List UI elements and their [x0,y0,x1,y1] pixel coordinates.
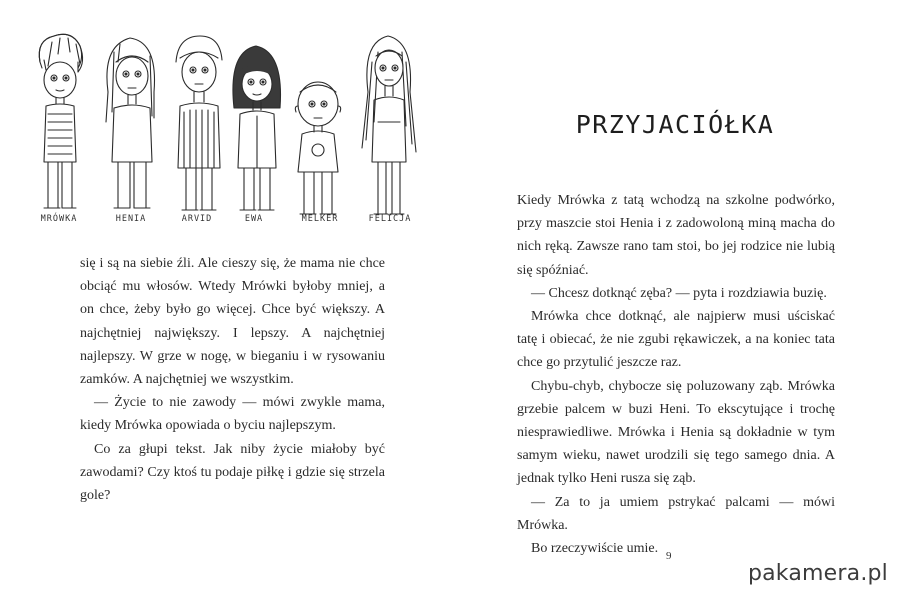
right-page-text [517,189,835,560]
left-paragraph: — Życie to nie zawody — mówi zwykle mama, kiedy Mrówka opowiada o byciu najlepszym. [80,395,385,434]
chapter-title: PRZYJACIÓŁKA [575,110,775,139]
left-paragraph: się i są na siebie źli. Ale cieszy się, że mama nie chce obciąć mu włosów. Wtedy Mrówki byłoby mniej, a on chce, żeby było go więcej. Chce być większy. A najchętniej największy. I lepszy. A najchętniej najlepszy. W grze w nogę, w bieganiu i w rysowaniu zamków. A najchętniej we wszystkim. [80,256,385,388]
character-melker [295,82,340,214]
caption-arvid: ARVID [181,214,213,224]
right-paragraph: — Za to ja umiem pstrykać palcami — mówi Mrówka. [517,494,835,533]
caption-henia: HENIA [115,214,147,224]
characters-illustration [22,22,432,237]
left-paragraph: Co za głupi tekst. Jak niby życie miałoby być zawodami? Czy ktoś tu podaje piłkę i gdzie się strzela gole? [80,441,385,504]
caption-felicja: FELICJA [368,214,412,224]
caption-melker: MELKER [301,214,339,224]
character-arvid [176,36,222,210]
right-paragraph: Chybu-chyb, chybocze się poluzowany ząb. Mrówka grzebie palcem w buzi Heni. To ekscytujące i trochę niesprawiedliwe. Mrówka i Henia są dokładnie w tym samym wieku, nawet urodzili się tego samego dnia. A jednak tylko Heni rusza się ząb. [517,378,835,487]
character-felicja [362,36,416,214]
left-page-text [80,252,385,507]
character-henia [106,38,155,208]
caption-ewa: EWA [244,214,264,224]
right-paragraph: Bo rzeczywiście umie. [531,541,659,557]
page-number: 9 [666,550,672,562]
caption-mrowka: MRÓWKA [40,214,78,224]
watermark: pakamera.pl [747,561,888,586]
right-paragraph: — Chcesz dotknąć zęba? — pyta i rozdziawia buzię. [531,285,827,301]
right-paragraph: Kiedy Mrówka z tatą wchodzą na szkolne podwórko, przy maszcie stoi Henia i z zadowoloną miną macha do nich ręką. Zawsze rano tam stoi, bo jej rodzice nie lubią się spóźniać. [517,193,835,278]
right-paragraph: Mrówka chce dotknąć, ale najpierw musi uściskać tatę i obiecać, że nie zgubi rękawiczek, a na koniec tata chce go przytulić jeszcze raz. [517,309,835,371]
character-ewa [233,46,281,210]
character-mrowka [39,34,82,208]
